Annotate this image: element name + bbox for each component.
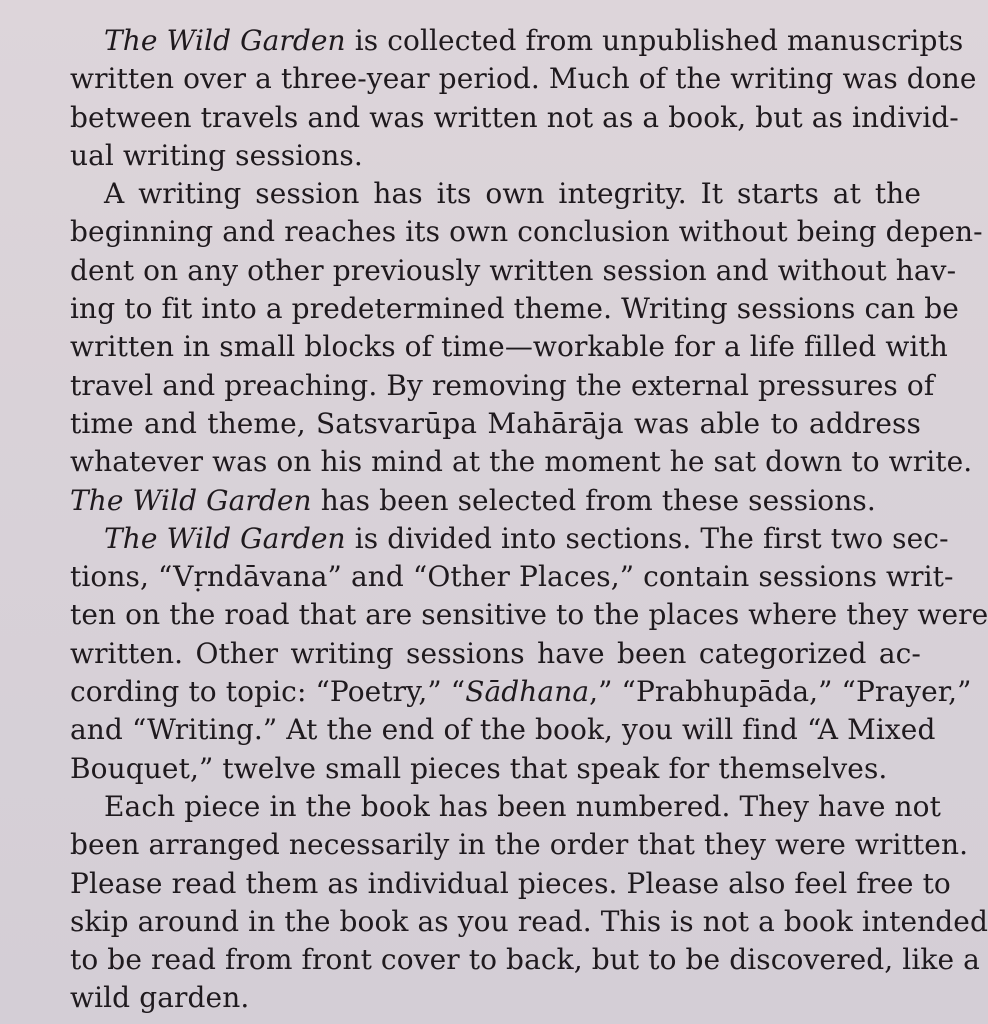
italic-text: Sādhana: [465, 675, 590, 709]
text-line: [36, 137, 921, 175]
text-line: [36, 520, 949, 558]
text-line: [36, 865, 951, 903]
text-run: been arranged necessarily in the order that they were written.: [70, 828, 969, 862]
text-line: [36, 635, 921, 673]
paragraph: [36, 520, 988, 788]
text-run: wild garden.: [70, 981, 250, 1015]
body-text: [36, 22, 988, 1018]
text-run: dent on any other previously written session and without hav-: [70, 253, 957, 287]
paragraph: [36, 788, 988, 1018]
text-run: ing to fit into a predetermined theme. Writing sessions can be: [70, 292, 959, 326]
text-line: [36, 99, 959, 137]
italic-text: The Wild Garden: [104, 521, 346, 555]
text-line: [36, 596, 988, 634]
text-run: has been selected from these sessions.: [311, 483, 876, 517]
text-run: whatever was on his mind at the moment he sat down to write.: [70, 445, 973, 479]
italic-text: The Wild Garden: [70, 483, 312, 517]
text-run: beginning and reaches its own conclusion without being depen-: [70, 215, 983, 249]
text-run: between travels and was written not as a book, but as individ-: [70, 100, 959, 134]
text-run: skip around in the book as you read. This is not a book intended: [70, 904, 988, 938]
text-line: [36, 290, 959, 328]
text-line: [36, 826, 969, 864]
text-line: [36, 405, 921, 443]
paragraph: [36, 22, 977, 175]
text-run: tions, “Vṛndāvana” and “Other Places,” contain sessions writ-: [70, 560, 954, 594]
text-run: written over a three-year period. Much of the writing was done: [70, 62, 977, 96]
text-run: cording to topic: “Poetry,” “: [70, 675, 466, 709]
text-line: [36, 558, 954, 596]
text-run: ten on the road that are sensitive to the places where they were: [70, 598, 988, 632]
text-run: to be read from front cover to back, but to be discovered, like a: [70, 943, 980, 977]
paragraph: [36, 175, 983, 520]
text-run: Bouquet,” twelve small pieces that speak for themselves.: [70, 751, 888, 785]
text-run: written in small blocks of time—workable for a life filled with: [70, 330, 948, 364]
text-run: ,” “Prabhupāda,” “Prayer,”: [589, 675, 972, 709]
text-run: Each piece in the book has been numbered. They have not: [104, 789, 941, 823]
text-run: and “Writing.” At the end of the book, you will find “A Mixed: [70, 713, 936, 747]
text-line: [36, 443, 973, 481]
text-line: [36, 60, 977, 98]
text-line: [36, 788, 941, 826]
text-line: [36, 941, 980, 979]
text-run: ual writing sessions.: [70, 138, 363, 172]
text-line: [36, 328, 948, 366]
text-line: [36, 711, 936, 749]
italic-text: The Wild Garden: [104, 24, 346, 57]
text-line: [36, 979, 921, 1017]
text-run: travel and preaching. By removing the external pressures of: [70, 368, 935, 402]
text-line: [36, 903, 988, 941]
text-line: [36, 175, 921, 213]
text-line: [36, 482, 921, 520]
text-run: is divided into sections. The first two sec-: [345, 521, 949, 555]
text-run: is collected from unpublished manuscripts: [345, 24, 964, 57]
text-line: [36, 213, 983, 251]
text-line: [36, 22, 964, 60]
text-line: [36, 252, 957, 290]
text-line: [36, 367, 935, 405]
text-run: written. Other writing sessions have been categorized ac-: [70, 636, 921, 670]
text-run: time and theme, Satsvarūpa Mahārāja was able to address: [70, 406, 921, 440]
text-run: A writing session has its own integrity. It starts at the: [104, 177, 921, 211]
text-run: Please read them as individual pieces. Please also feel free to: [70, 866, 951, 900]
text-line: [36, 750, 921, 788]
text-line: [36, 673, 972, 711]
